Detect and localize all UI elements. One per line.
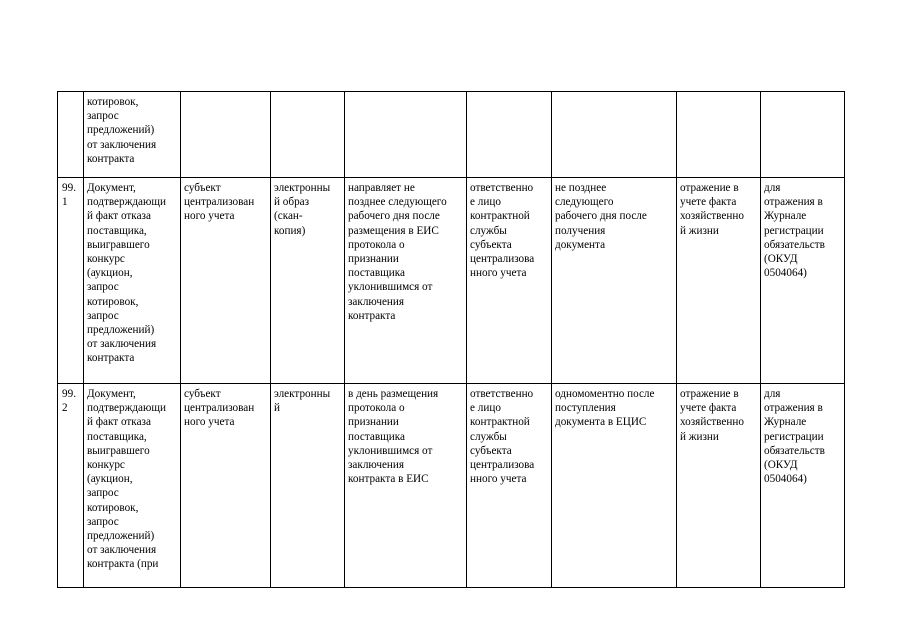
cell-text-line: (ОКУД xyxy=(764,253,798,266)
cell-text-line: контрактной xyxy=(470,416,530,429)
cell-text-line: электронны xyxy=(274,182,331,194)
cell-text-line: контракта xyxy=(87,152,135,165)
row-number-cell xyxy=(58,384,84,588)
cell-text-line: субъект xyxy=(184,388,221,400)
purpose-cell xyxy=(677,178,761,384)
cell-text-line: одномоментно после xyxy=(555,388,655,400)
cell-text-line: й образ xyxy=(274,196,310,209)
cell-text-line: централизован xyxy=(184,196,255,209)
cell-text-line: регистрации xyxy=(764,430,824,443)
cell-text-line: отражения в xyxy=(764,196,823,209)
cell-text-line: (аукцион, xyxy=(87,267,133,280)
submission-deadline-cell xyxy=(552,384,677,588)
format-cell xyxy=(271,384,345,588)
destination-cell xyxy=(761,178,845,384)
cell-text-line: уклонившимся от xyxy=(348,444,433,457)
cell-text-line: 0504064) xyxy=(764,267,807,280)
cell-text-line: поставщика, xyxy=(87,430,147,443)
responsible-cell xyxy=(467,92,552,178)
cell-text-line: контракта (при xyxy=(87,558,159,571)
cell-text-line: выигравшего xyxy=(87,444,150,457)
table-row xyxy=(58,178,845,384)
cell-text-line: предложений) xyxy=(87,124,155,137)
creator-cell xyxy=(181,92,271,178)
cell-text-line: конкурс xyxy=(87,253,125,266)
cell-text-line: контракта xyxy=(87,352,135,365)
cell-text-line: направляет не xyxy=(348,182,415,194)
cell-text-line: 99. xyxy=(62,388,76,400)
document-name-cell xyxy=(84,92,181,178)
cell-text-line: подтверждающи xyxy=(87,196,166,209)
purpose-cell xyxy=(677,92,761,178)
cell-text-line: учете факта xyxy=(680,402,737,415)
table-body xyxy=(58,92,845,588)
purpose-cell xyxy=(677,384,761,588)
responsible-cell xyxy=(467,384,552,588)
responsible-cell xyxy=(467,178,552,384)
cell-text-line: контракта xyxy=(348,309,396,322)
cell-text-line: нного учета xyxy=(470,267,527,280)
cell-text-line: протокола о xyxy=(348,238,405,251)
cell-text-line: 2 xyxy=(62,402,68,415)
format-cell xyxy=(271,178,345,384)
cell-text-line: для xyxy=(764,388,781,400)
cell-text-line: котировок, xyxy=(87,501,139,514)
cell-text-line: запрос xyxy=(87,515,119,528)
cell-text-line: 1 xyxy=(62,196,68,209)
document-name-cell xyxy=(84,178,181,384)
cell-text-line: получения xyxy=(555,224,606,237)
cell-text-line: е лицо xyxy=(470,402,501,415)
cell-text-line: (аукцион, xyxy=(87,473,133,486)
document-name-cell xyxy=(84,384,181,588)
cell-text-line: предложений) xyxy=(87,530,155,543)
cell-text-line: запрос xyxy=(87,281,119,294)
cell-text-line: й факт отказа xyxy=(87,210,151,223)
cell-text-line: отражение в xyxy=(680,182,739,194)
cell-text-line: от заключения xyxy=(87,138,157,151)
cell-text-line: й жизни xyxy=(680,430,719,443)
cell-text-line: подтверждающи xyxy=(87,402,166,415)
creation-deadline-cell xyxy=(345,92,467,178)
cell-text-line: е лицо xyxy=(470,196,501,209)
cell-text-line: 99. xyxy=(62,182,76,194)
cell-text-line: службы xyxy=(470,224,507,237)
cell-text-line: запрос xyxy=(87,487,119,500)
cell-text-line: от заключения xyxy=(87,338,157,351)
cell-text-line: й факт отказа xyxy=(87,416,151,429)
cell-text-line: централизова xyxy=(470,253,535,266)
cell-text-line: ответственно xyxy=(470,182,534,194)
cell-text-line: копия) xyxy=(274,224,306,237)
format-cell xyxy=(271,92,345,178)
cell-text-line: признании xyxy=(348,416,399,429)
cell-text-line: запрос xyxy=(87,110,119,123)
cell-text-line: учете факта xyxy=(680,196,737,209)
cell-text-line: запрос xyxy=(87,309,119,322)
cell-text-line: субъект xyxy=(184,182,221,194)
cell-text-line: документа xyxy=(555,238,606,251)
cell-text-line: уклонившимся от xyxy=(348,281,433,294)
cell-text-line: размещения в ЕИС xyxy=(348,224,439,237)
cell-text-line: выигравшего xyxy=(87,238,150,251)
cell-text-line: конкурс xyxy=(87,459,125,472)
cell-text-line: (ОКУД xyxy=(764,459,798,472)
cell-text-line: субъекта xyxy=(470,444,512,457)
cell-text-line: ответственно xyxy=(470,388,534,400)
destination-cell xyxy=(761,384,845,588)
cell-text-line: электронны xyxy=(274,388,331,400)
cell-text-line: поставщика, xyxy=(87,224,147,237)
creator-cell xyxy=(181,384,271,588)
cell-text-line: отражение в xyxy=(680,388,739,400)
cell-text-line: централизован xyxy=(184,402,255,415)
cell-text-line: нного учета xyxy=(470,473,527,486)
cell-text-line: й xyxy=(274,402,280,415)
destination-cell xyxy=(761,92,845,178)
cell-text-line: контракта в ЕИС xyxy=(348,473,429,486)
submission-deadline-cell xyxy=(552,92,677,178)
cell-text-line: службы xyxy=(470,430,507,443)
cell-text-line: хозяйственно xyxy=(680,210,744,223)
cell-text-line: 0504064) xyxy=(764,473,807,486)
cell-text-line: обязательств xyxy=(764,238,825,251)
creator-cell xyxy=(181,178,271,384)
table-row xyxy=(58,92,845,178)
cell-text-line: й жизни xyxy=(680,224,719,237)
cell-text-line: котировок, xyxy=(87,96,139,108)
cell-text-line: протокола о xyxy=(348,402,405,415)
cell-text-line: контрактной xyxy=(470,210,530,223)
cell-text-line: документа в ЕЦИС xyxy=(555,416,647,429)
cell-text-line: Журнале xyxy=(764,210,807,223)
cell-text-line: следующего xyxy=(555,196,614,209)
cell-text-line: (скан- xyxy=(274,210,303,223)
cell-text-line: рабочего дня после xyxy=(555,210,647,223)
cell-text-line: хозяйственно xyxy=(680,416,744,429)
cell-text-line: заключения xyxy=(348,459,405,472)
cell-text-line: централизова xyxy=(470,459,535,472)
cell-text-line: в день размещения xyxy=(348,388,439,400)
cell-text-line: субъекта xyxy=(470,238,512,251)
cell-text-line: рабочего дня после xyxy=(348,210,440,223)
row-number-cell xyxy=(58,92,84,178)
cell-text-line: заключения xyxy=(348,295,405,308)
cell-text-line: ного учета xyxy=(184,210,235,223)
cell-text-line: котировок, xyxy=(87,295,139,308)
cell-text-line: для xyxy=(764,182,781,194)
cell-text-line: Журнале xyxy=(764,416,807,429)
cell-text-line: поставщика xyxy=(348,267,405,280)
row-number-cell xyxy=(58,178,84,384)
creation-deadline-cell xyxy=(345,178,467,384)
table-row xyxy=(58,384,845,588)
cell-text-line: поставщика xyxy=(348,430,405,443)
cell-text-line: признании xyxy=(348,253,399,266)
cell-text-line: позднее следующего xyxy=(348,196,447,209)
cell-text-line: Документ, xyxy=(87,388,136,400)
submission-deadline-cell xyxy=(552,178,677,384)
cell-text-line: регистрации xyxy=(764,224,824,237)
cell-text-line: отражения в xyxy=(764,402,823,415)
cell-text-line: поступления xyxy=(555,402,616,415)
cell-text-line: Документ, xyxy=(87,182,136,194)
cell-text-line: от заключения xyxy=(87,544,157,557)
cell-text-line: не позднее xyxy=(555,182,607,194)
cell-text-line: ного учета xyxy=(184,416,235,429)
cell-text-line: обязательств xyxy=(764,444,825,457)
creation-deadline-cell xyxy=(345,384,467,588)
document-table xyxy=(57,91,845,588)
cell-text-line: предложений) xyxy=(87,324,155,337)
